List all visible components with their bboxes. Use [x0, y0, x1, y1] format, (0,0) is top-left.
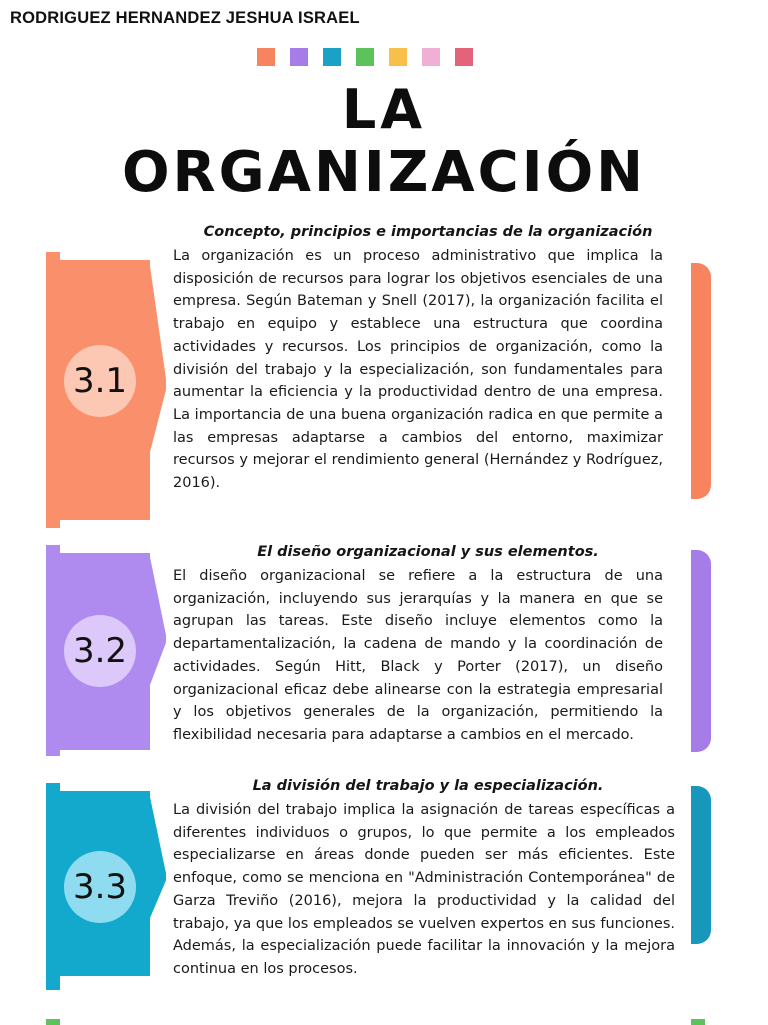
swatch — [290, 48, 308, 66]
section-heading: La división del trabajo y la especialización. — [252, 778, 604, 794]
section-body: La organización es un proceso administrativo que implica la disposición de recursos para lograr los objetivos esenciales de una empresa. Según Bateman y Snell (2017), la organización facilita el trabajo en equipo y establece una estructura que coordina actividades y recursos. Los principios de organización, como la división del trabajo y la especialización, son fundamentales para aumentar la eficiencia y la productividad dentro de una empresa. La importancia de una buena organización radica en que permite a las empresas adaptarse a cambios del entorno, maximizar recursos y mejorar el rendimiento general (Hernández y Rodríguez, 2016). — [173, 248, 663, 492]
author-name: RODRIGUEZ HERNANDEZ JESHUA ISRAEL — [10, 9, 360, 27]
swatch — [356, 48, 374, 66]
section-tab — [46, 252, 166, 528]
color-swatch-row — [257, 48, 473, 66]
section-number-badge: 3.2 — [64, 615, 136, 687]
section-body: La división del trabajo implica la asignación de tareas específicas a diferentes individuos o grupos, lo que permite a los empleados especializarse en áreas donde pueden ser más eficientes. Este enfoque, como se menciona en "Administración Contemporánea" de Garza Treviño (2016), mejora la productividad y la calidad del trabajo, ya que los empleados se vuelven expertos en sus funciones. Además, la especialización puede facilitar la innovación y la mejora continua en los procesos. — [173, 802, 675, 977]
swatch — [257, 48, 275, 66]
swatch — [422, 48, 440, 66]
section-side-bar — [691, 550, 711, 752]
swatch — [389, 48, 407, 66]
swatch — [323, 48, 341, 66]
section-number-badge: 3.1 — [64, 345, 136, 417]
next-section-bar-edge — [691, 1019, 705, 1025]
next-section-tab-edge — [46, 1019, 60, 1025]
page-title-line-2: ORGANIZACIÓN — [121, 140, 647, 205]
section-heading: Concepto, principios e importancias de la organización — [203, 224, 653, 240]
section-tab — [46, 783, 166, 990]
section-side-bar — [691, 263, 711, 499]
section-body: El diseño organizacional se refiere a la estructura de una organización, incluyendo sus jerarquías y la manera en que se agrupan las tareas. Este diseño incluye elementos como la departamentalización, la cadena de mando y la coordinación de actividades. Según Hitt, Black y Porter (2017), un diseño organizacional eficaz debe alinearse con la estrategia empresarial y los objetivos generales de la organización, permitiendo la flexibilidad necesaria para adaptarse a cambios en el mercado. — [173, 568, 663, 743]
page-title-line-1: LA — [341, 78, 427, 141]
section-tab — [46, 545, 166, 756]
section-side-bar — [691, 786, 711, 944]
swatch — [455, 48, 473, 66]
section-heading: El diseño organizacional y sus elementos. — [257, 544, 599, 560]
section-number-badge: 3.3 — [64, 851, 136, 923]
